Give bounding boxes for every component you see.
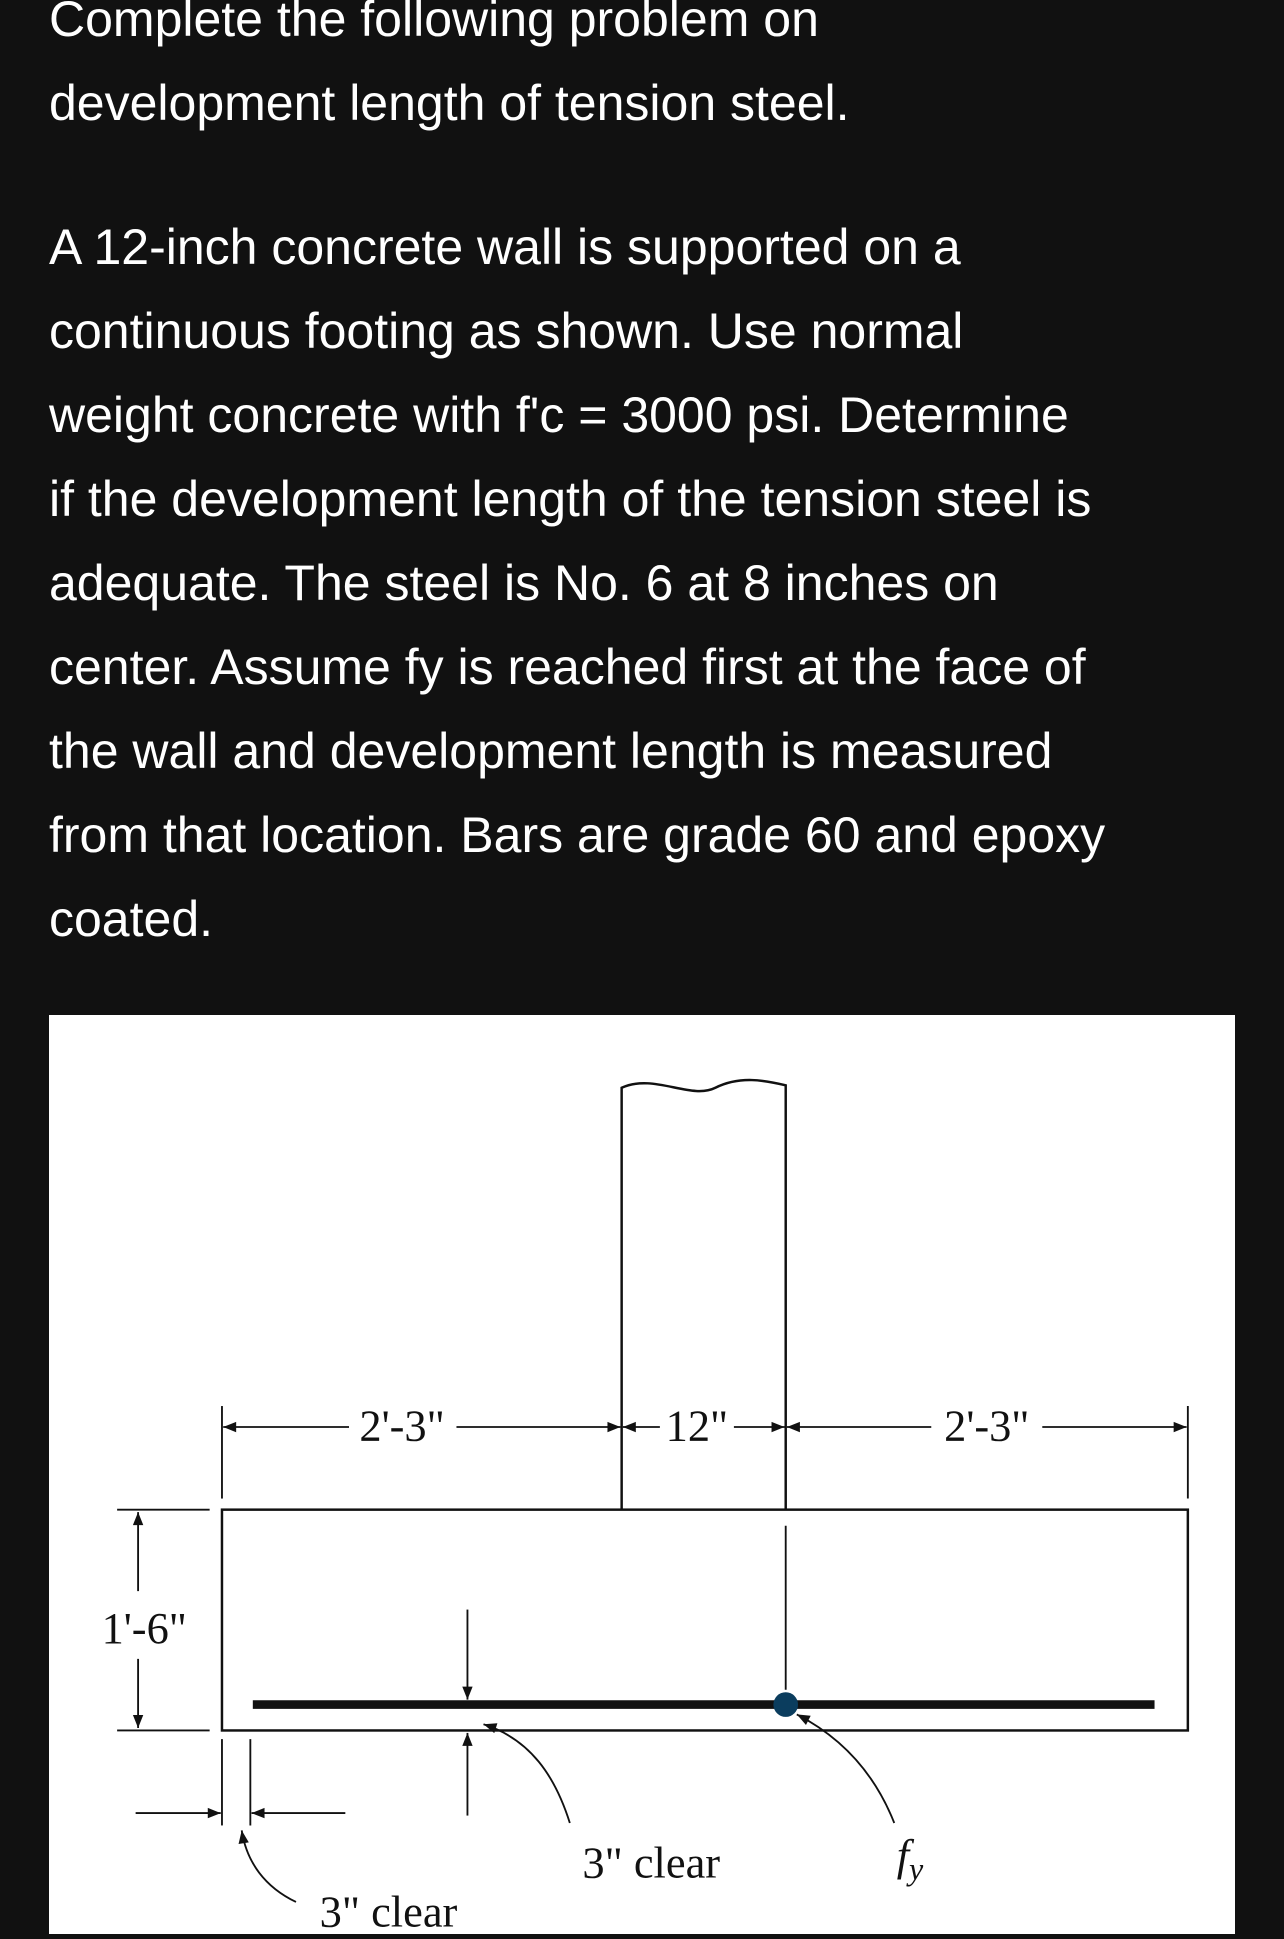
text-line: development length of tension steel. [49,75,850,131]
dim-right-width: 2'-3" [944,1400,1030,1451]
dim-left-width: 2'-3" [359,1400,445,1451]
dim-wall-width: 12" [665,1400,729,1451]
intro-text [49,0,850,145]
text-line: from that location. Bars are grade 60 and epoxy [49,807,1106,863]
text-line: the wall and development length is measured [49,723,1053,779]
footing [222,1510,1188,1731]
dim-depth: 1'-6" [101,1602,187,1653]
text-line: center. Assume fy is reached first at the face of [49,639,1086,695]
text-line: Complete the following problem on [49,0,819,47]
footing-diagram [49,1015,1235,1934]
text-line: if the development length of the tension steel is [49,471,1092,527]
text-line: adequate. The steel is No. 6 at 8 inches on [49,555,999,611]
bottom-clear-label: 3" clear [582,1837,721,1888]
side-clear-label: 3" clear [319,1886,458,1934]
text-line: continuous footing as shown. Use normal [49,303,964,359]
text-line: weight concrete with f'c = 3000 psi. Determine [49,387,1069,443]
rebar-point-fy [773,1692,798,1717]
text-line: coated. [49,891,214,947]
fy-label: $f_y$ [896,1829,924,1887]
text-line: A 12-inch concrete wall is supported on a [49,219,961,275]
problem-statement [49,205,1105,961]
